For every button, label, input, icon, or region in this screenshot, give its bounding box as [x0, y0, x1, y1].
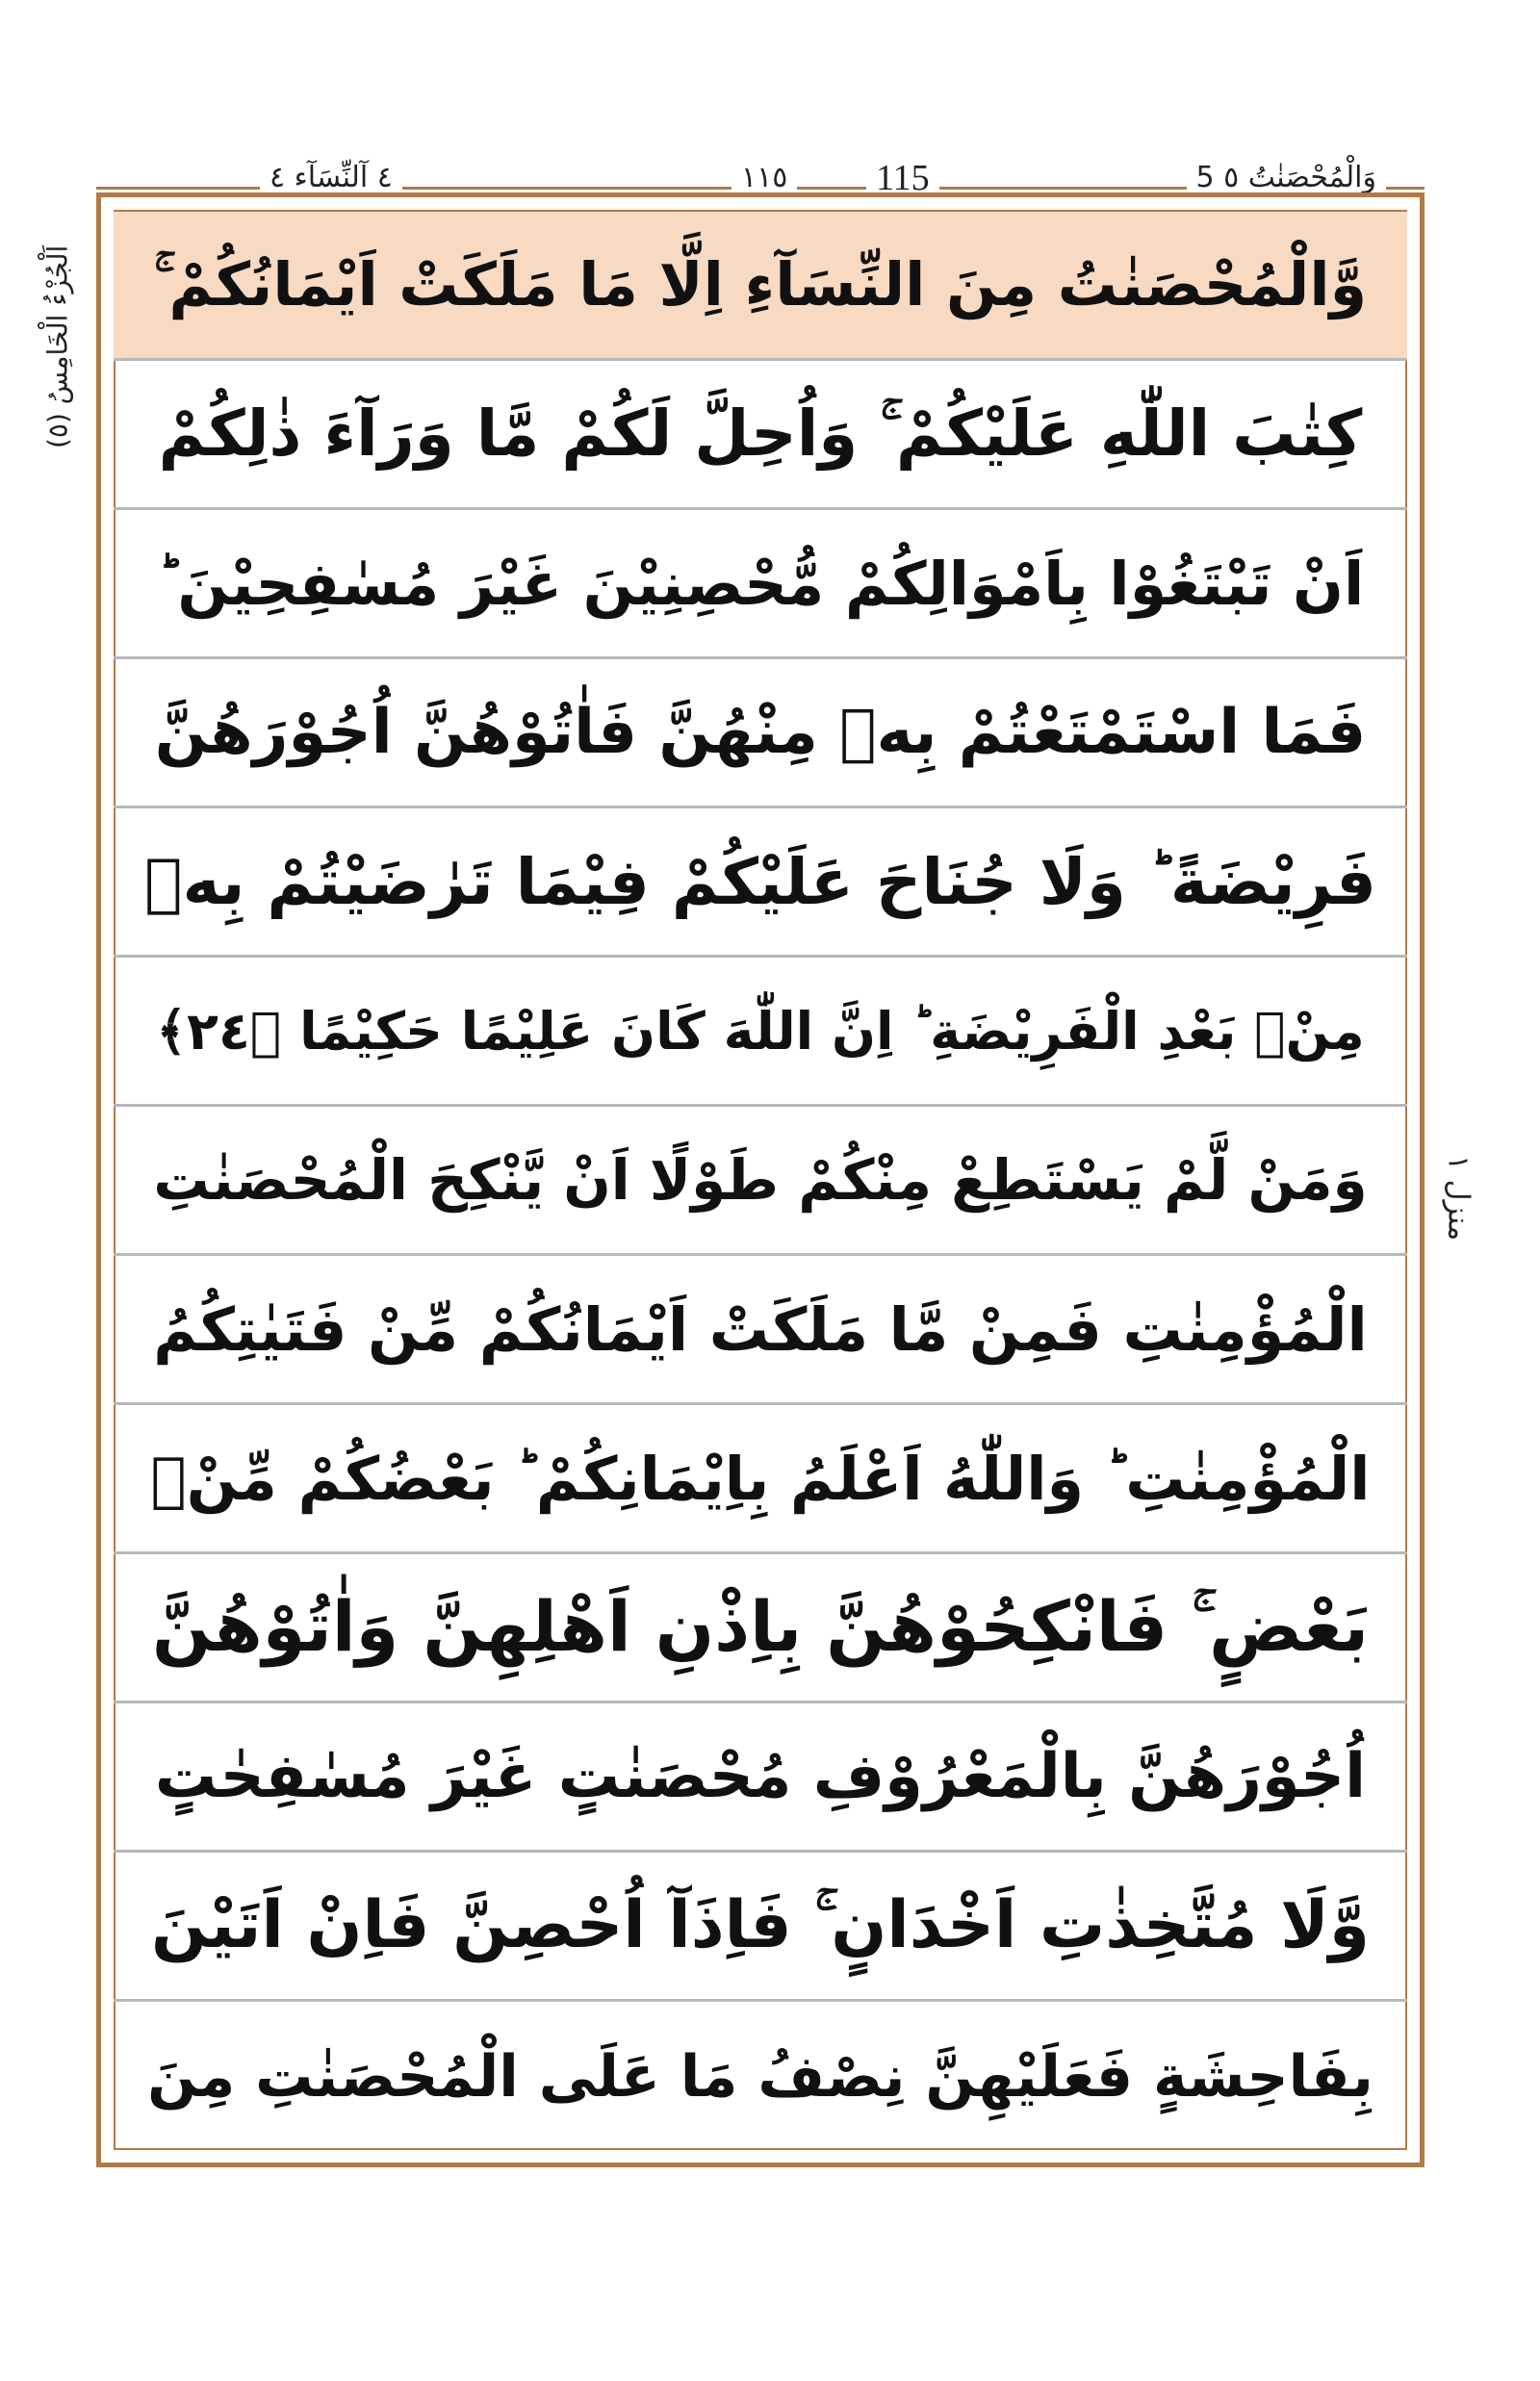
verse-text: الْمُؤْمِنٰتِ فَمِنْ مَّا مَلَكَتْ اَيْمَانُكُمْ مِّنْ فَتَيٰتِكُمُ: [153, 1293, 1368, 1365]
verse-text: اَنْ تَبْتَغُوْا بِاَمْوَالِكُمْ مُّحْصِنِيْنَ غَيْرَ مُسٰفِحِيْنَ ؕ: [156, 548, 1365, 619]
verse-line: [114, 2002, 1407, 2151]
juz-name: وَالْمُحْصَنٰتُ ٥ 5: [1187, 154, 1387, 202]
verse-text: مِنْۢ بَعْدِ الْفَرِيْضَةِ ؕ اِنَّ اللّٰهَ كَانَ عَلِيْمًا حَكِيْمًا ﴿٢٤﴾: [156, 1000, 1365, 1062]
verse-line: [114, 1405, 1407, 1554]
verse-text: فَمَا اسْتَمْتَعْتُمْ بِهٖ مِنْهُنَّ فَاٰتُوْهُنَّ اُجُوْرَهُنَّ: [154, 697, 1367, 768]
verse-text: بَعْضٍ ۚ فَانْكِحُوْهُنَّ بِاِذْنِ اَهْلِهِنَّ وَاٰتُوْهُنَّ: [151, 1586, 1370, 1667]
verse-line: [114, 808, 1407, 958]
surah-name: ٤ آلنِّسَآء ٤: [260, 154, 402, 202]
verse-line: [114, 1703, 1407, 1853]
verse-line: [114, 361, 1407, 510]
verse-line: [114, 212, 1407, 361]
verse-text: اُجُوْرَهُنَّ بِالْمَعْرُوْفِ مُحْصَنٰتٍ غَيْرَ مُسٰفِحٰتٍ: [154, 1741, 1367, 1812]
verse-line: [114, 659, 1407, 808]
verse-line: [114, 1107, 1407, 1256]
verse-line: [114, 510, 1407, 659]
verse-text: وَّالْمُحْصَنٰتُ مِنَ النِّسَآءِ اِلَّا مَا مَلَكَتْ اَيْمَانُكُمْ ۚ: [153, 249, 1368, 320]
page-number-arabic: ١١٥: [732, 154, 797, 202]
verse-line: [114, 958, 1407, 1107]
juz-side-label: اَلْجُزْءُ الْخَامِسُ (٥): [41, 244, 74, 448]
verse-text: كِتٰبَ اللّٰهِ عَلَيْكُمْ ۚ وَاُحِلَّ لَكُمْ مَّا وَرَآءَ ذٰلِكُمْ: [158, 396, 1363, 471]
verse-line: [114, 1853, 1407, 2002]
verse-text: فَرِيْضَةً ؕ وَلَا جُنَاحَ عَلَيْكُمْ فِيْمَا تَرٰضَيْتُمْ بِهٖ: [144, 844, 1376, 919]
verse-line: [114, 1256, 1407, 1405]
verse-text: وَمَنْ لَّمْ يَسْتَطِعْ مِنْكُمْ طَوْلًا اَنْ يَّنْكِحَ الْمُحْصَنٰتِ: [153, 1147, 1368, 1213]
verse-text: الْمُؤْمِنٰتِ ؕ وَاللّٰهُ اَعْلَمُ بِاِيْمَانِكُمْ ؕ بَعْضُكُمْ مِّنْۢ: [150, 1443, 1371, 1514]
verse-text: بِفَاحِشَةٍ فَعَلَيْهِنَّ نِصْفُ مَا عَلَى الْمُحْصَنٰتِ مِنَ: [147, 2042, 1373, 2111]
page-number: 115: [866, 154, 939, 202]
verse-line: [114, 1554, 1407, 1703]
verse-text: وَّلَا مُتَّخِذٰتِ اَخْدَانٍ ۚ فَاِذَآ اُحْصِنَّ فَاِنْ اَتَيْنَ: [150, 1887, 1371, 1963]
manzil-side-label: منزل ١: [1441, 1155, 1476, 1242]
